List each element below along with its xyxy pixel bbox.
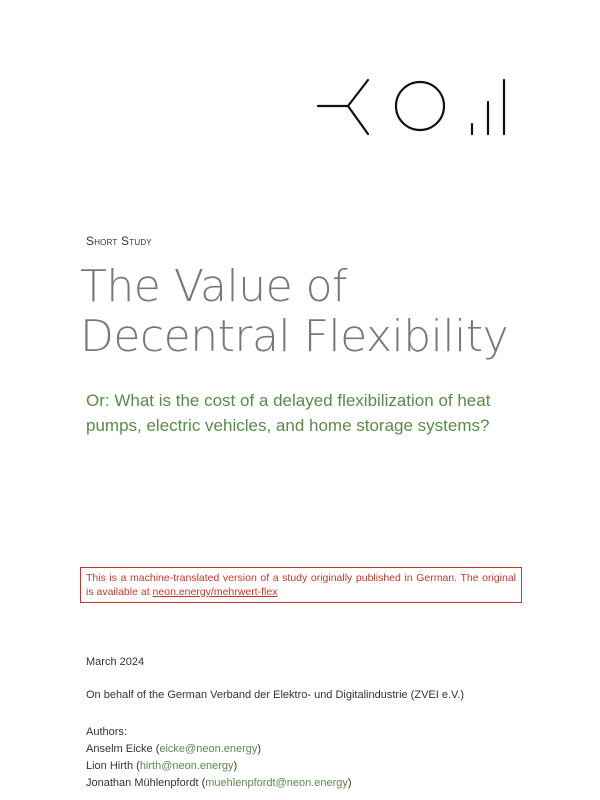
author-name: Anselm Eicke <box>86 743 153 755</box>
author-email[interactable]: eicke@neon.energy <box>159 743 258 755</box>
title-line-2: Decentral Flexibility <box>80 311 509 362</box>
author-name: Lion Hirth <box>86 760 134 772</box>
author-entry: Jonathan Mühlenpfordt (muehlenpfordt@neon.energy) <box>86 777 352 789</box>
author-email[interactable]: muehlenpfordt@neon.energy <box>205 777 348 789</box>
author-entry: Anselm Eicke (eicke@neon.energy) <box>86 743 262 755</box>
author-name: Jonathan Mühlenpfordt <box>86 777 199 789</box>
document-subtitle: Or: What is the cost of a delayed flexibilization of heat pumps, electric vehicles, and home storage systems? <box>86 391 491 435</box>
original-study-link[interactable]: neon.energy/mehrwert-flex <box>152 586 278 598</box>
document-type-label: Short Study <box>86 234 152 248</box>
publication-date: March 2024 <box>86 656 145 668</box>
signal-bars-icon <box>472 80 504 134</box>
author-entry: Lion Hirth (hirth@neon.energy) <box>86 760 238 772</box>
author-email[interactable]: hirth@neon.energy <box>139 760 234 772</box>
authors-block <box>86 724 352 792</box>
document-title <box>80 262 508 362</box>
neon-logo <box>316 76 510 138</box>
translation-notice <box>80 567 522 603</box>
circle-icon <box>396 82 444 130</box>
authors-label: Authors: <box>86 726 127 738</box>
on-behalf-statement: On behalf of the German Verband der Elektro- und Digitalindustrie (ZVEI e.V.) <box>86 689 465 701</box>
notice-text: This is a machine-translated version of a study originally published in German. The original is available at <box>86 572 516 598</box>
branch-icon <box>318 80 368 134</box>
title-line-1: The Value of <box>80 261 348 312</box>
